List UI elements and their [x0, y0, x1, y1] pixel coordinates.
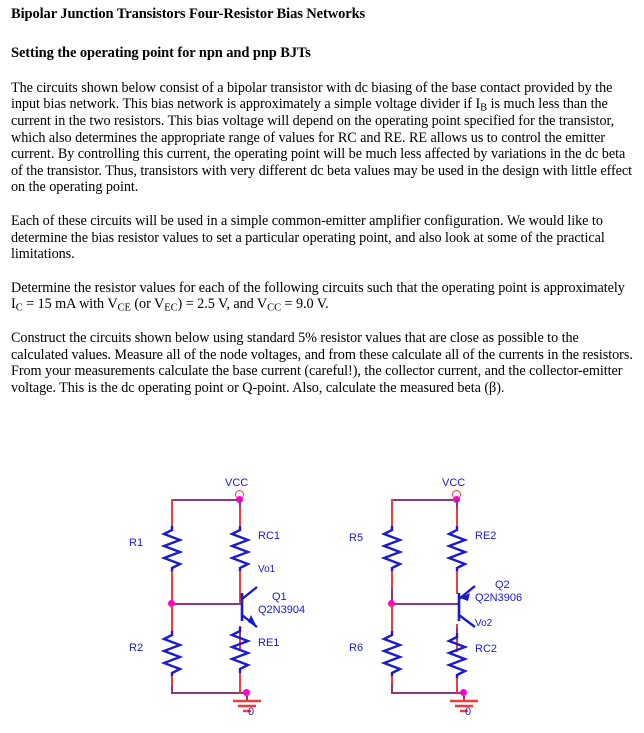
- rc2-label: RC2: [475, 643, 498, 655]
- re1-lead-bottom: [239, 673, 241, 693]
- ground-rail-right: [391, 692, 464, 694]
- rc2-lead-bottom: [456, 678, 458, 693]
- op-part1: Determine the resistor values for each of the following circuits such that the operating point is approximately I: [11, 279, 625, 313]
- resistor-re1: [229, 627, 251, 673]
- paragraph-intro-part1: The circuits shown below consist of a bipolar transistor with dc biasing of the base contact provided by the input bias network. This bias network is approximately a simple voltage divider if I: [11, 79, 613, 113]
- re1-label: RE1: [258, 637, 280, 649]
- paragraph-operating-point: [11, 280, 635, 313]
- section-subtitle: Setting the operating point for npn and pnp BJTs: [11, 45, 311, 62]
- r6-label: R6: [349, 642, 364, 654]
- resistor-r2: [161, 631, 183, 677]
- re2-lead-top-bus: [456, 499, 458, 508]
- r6-lead-top: [391, 604, 393, 631]
- page-title: Bipolar Junction Transistors Four-Resistor Bias Networks: [11, 6, 366, 22]
- junction-ground-left: [243, 689, 250, 696]
- ground-label-left: 0: [248, 706, 255, 718]
- paragraph-intro: [11, 80, 635, 196]
- junction-ground-right: [460, 689, 467, 696]
- vcc-label-left: VCC: [225, 477, 249, 489]
- resistor-r1: [161, 526, 183, 572]
- r1-label: R1: [129, 537, 144, 549]
- ground-label-right: 0: [465, 706, 472, 718]
- r2-lead-top: [171, 604, 173, 631]
- pnp-bias-circuit: [340, 478, 640, 733]
- resistor-r6: [381, 631, 403, 677]
- subscript-ec: EC: [164, 302, 178, 314]
- vo2-label: Vo2: [475, 618, 493, 629]
- op-part5: = 9.0 V.: [281, 296, 329, 313]
- resistor-rc2: [446, 633, 468, 679]
- resistor-rc1: [229, 526, 251, 572]
- q1-label: Q1: [272, 591, 287, 603]
- q1-part-label: Q2N3904: [258, 604, 306, 616]
- r5-lead-top: [391, 499, 393, 526]
- op-part4: ) = 2.5 V, and V: [177, 296, 268, 313]
- vo1-label: Vo1: [258, 564, 276, 575]
- circuit-diagrams: [0, 478, 644, 733]
- resistor-re2: [446, 526, 468, 572]
- r2-label: R2: [129, 642, 144, 654]
- ground-symbol-left: [230, 696, 264, 714]
- op-part3: (or V: [130, 296, 165, 313]
- text-column: [11, 6, 635, 396]
- op-part2: = 15 mA with V: [22, 296, 118, 313]
- paragraph-construct: Construct the circuits shown below using standard 5% resistor values that are close as possible to the calculated values. Measure all of the node voltages, and from these calculate all of the currents in the resistors. From your measurements calculate the base current (careful!), the collector current, and the collector-emitter voltage. This is the dc operating point or Q-point. Also, calculate the measured beta (β).: [11, 329, 633, 396]
- rc1-label: RC1: [258, 530, 281, 542]
- q2-label: Q2: [495, 579, 510, 591]
- paragraph-amplifier: Each of these circuits will be used in a simple common-emitter amplifier configuration. We would like to determine the bias resistor values to set a particular operating point, and also look at some of the practical limitations.: [11, 212, 605, 263]
- vcc-label-right: VCC: [442, 477, 466, 489]
- top-rail-right: [391, 499, 458, 501]
- paragraph-intro-part2: is much less than the current in the two resistors. This bias voltage will depend on the operating point specified for the transistor, which also determines the appropriate range of values for RC and RE. RE allows us to control the emitter current. By controlling this current, the operating point will be much less affected by variations in the dc beta of the transistor. Thus, transistors with very different dc beta values may be used in the design with little effect on the operating point.: [11, 96, 633, 196]
- subscript-ce: CE: [117, 302, 131, 314]
- q2-part-label: Q2N3906: [475, 592, 523, 604]
- rc1-lead-top-bus: [239, 499, 241, 507]
- subscript-cc: CC: [267, 302, 282, 314]
- re2-label: RE2: [475, 530, 497, 542]
- resistor-r5: [381, 526, 403, 572]
- ground-rail-left: [171, 692, 247, 694]
- subscript-c: C: [15, 302, 23, 314]
- r1-lead-top: [171, 499, 173, 526]
- subscript-b: B: [480, 102, 488, 114]
- top-rail-left: [171, 499, 241, 501]
- ground-symbol-right: [447, 696, 481, 714]
- r5-label: R5: [349, 532, 364, 544]
